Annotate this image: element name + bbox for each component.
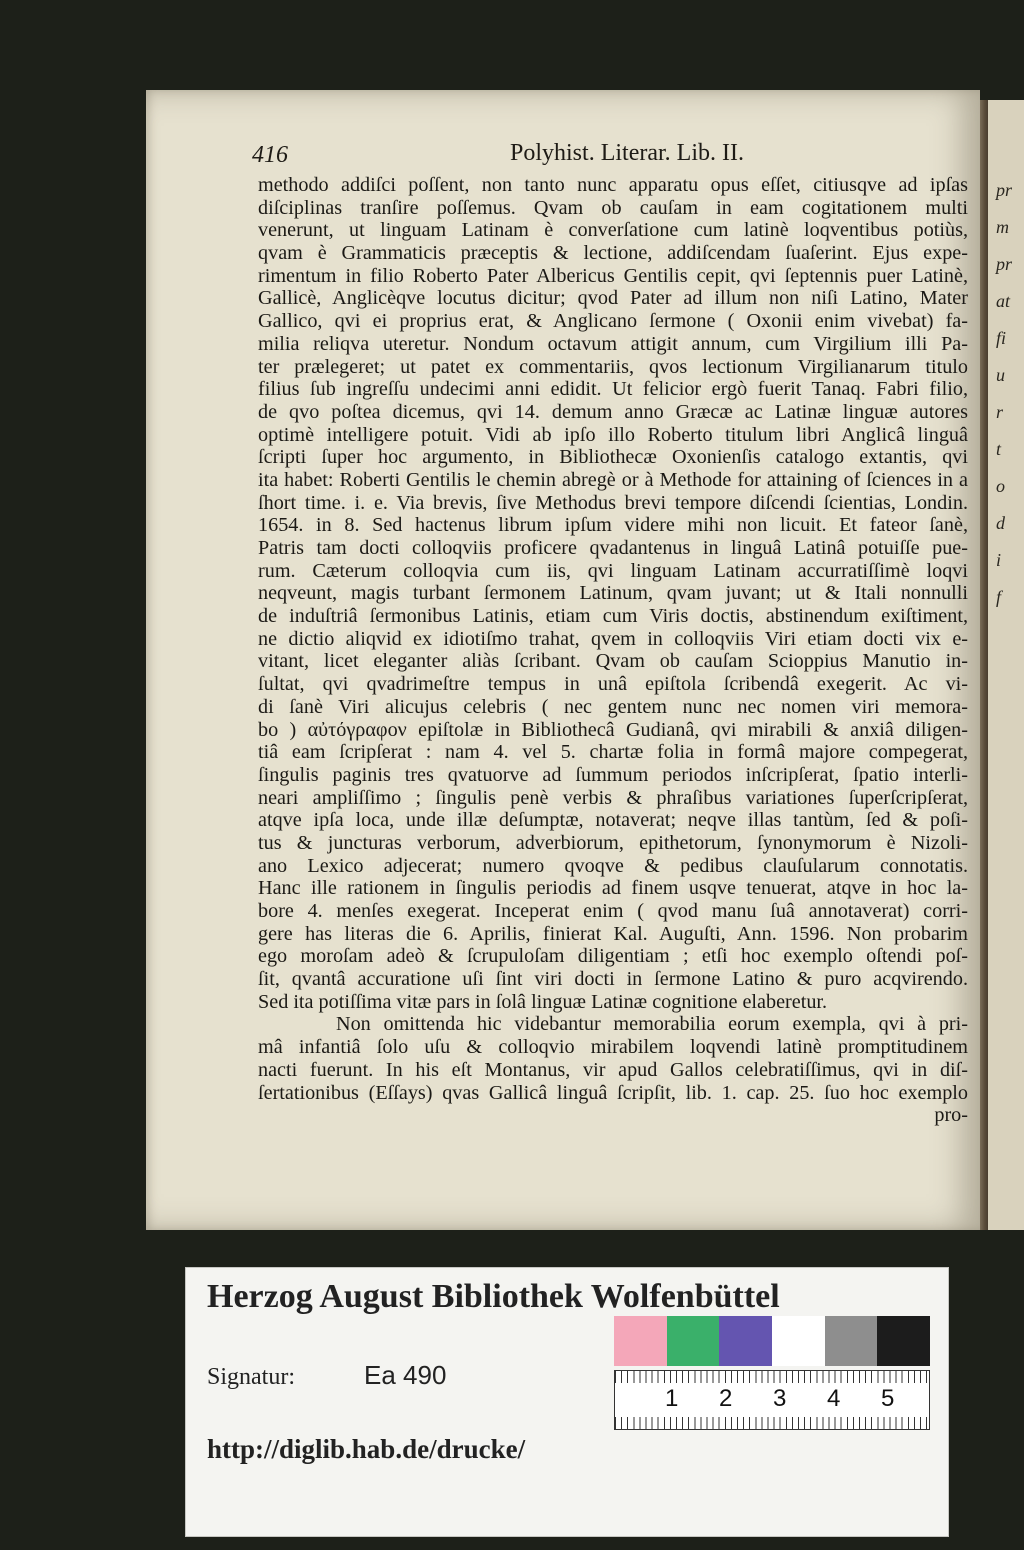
text-line: ter prælegeret; ut patet ex commentariis, qvos lectionum Virgilianarum titulo — [258, 355, 968, 378]
library-label — [185, 1267, 949, 1537]
color-swatch — [719, 1316, 772, 1366]
text-line: Patris tam docti colloqviis proficere qvadantenus in linguâ Latinâ potuiſſe pue- — [258, 537, 968, 559]
text-line: ita habet: Roberti Gentilis le chemin abregè or à Methode for attaining of ſciences in a — [258, 468, 968, 491]
text-line: ſingulis paginis tres qvatuorve ad ſummum periodos inſcripſerat, ſpatio interli- — [258, 763, 968, 786]
next-page-fragment: d — [996, 513, 1005, 533]
next-page-fragment: i — [996, 550, 1002, 570]
next-page-fragment: o — [996, 476, 1005, 496]
text-line: Gallico, qvi ei proprius erat, & Anglicano ſermone ( Oxonii enim vivebat) fa- — [258, 310, 968, 333]
text-line: gere has literas die 6. Aprilis, finierat Kal. Auguſti, Ann. 1596. Non probarim — [258, 922, 968, 945]
running-head — [252, 140, 972, 174]
running-head-title: Polyhist. Literar. Lib. II. — [510, 140, 744, 166]
text-line: rimentum in filio Roberto Pater Albericus Gentilis cepit, qvi ſeptennis puer Latinè, — [258, 264, 968, 287]
text-line: vitant, licet eleganter aliàs ſcribant. Qvam ob cauſam Scioppius Manutio in- — [258, 650, 968, 673]
signatur-value: Ea 490 — [364, 1360, 447, 1390]
next-page-fragment: t — [996, 439, 1002, 459]
text-line: nacti fuerunt. In his eſt Montanus, vir apud Gallos celebratiſſimus, qvi in diſ- — [258, 1058, 968, 1081]
color-swatch — [825, 1316, 878, 1366]
ruler-number: 5 — [881, 1385, 895, 1412]
text-line: ſit, qvantâ accuratione uſi ſint viri docti in ſermone Latino & puro acqvirendo. — [258, 968, 968, 991]
text-line: Gallicè, Anglicèqve locutus dicitur; qvod Pater ad illum non niſi Latino, Mater — [258, 287, 968, 310]
text-line: ſertationibus (Eſſays) qvas Gallicâ linguâ ſcripſit, lib. 1. cap. 25. ſuo hoc exemplo — [258, 1081, 968, 1104]
color-swatch — [877, 1316, 930, 1366]
next-page-fragment: r — [996, 402, 1004, 422]
next-page-fragment: at — [996, 291, 1011, 311]
text-line: qvam è Grammaticis præceptis & lectione, addiſcendam ſuaſerint. Ejus expe- — [258, 242, 968, 265]
scale-ruler — [614, 1370, 930, 1430]
text-line: ego moroſam adeò & ſcrupuloſam diligentiam ; etſi hoc exemplo oſtendi poſ- — [258, 945, 968, 968]
text-line: 1654. in 8. Sed hactenus librum ipſum videre mihi non licuit. Et fateor ſanè, — [258, 514, 968, 537]
color-swatches — [614, 1316, 930, 1366]
text-line: methodo addiſci poſſent, non tanto nunc apparatu opus eſſet, citiusqve ad ipſas — [258, 174, 968, 196]
text-line: di ſanè Viri alicujus celebris ( nec gentem nunc nec nomen viri memora- — [258, 695, 968, 718]
next-page-fragment: fi — [996, 328, 1007, 348]
text-line: ſhort time. i. e. Via brevis, ſive Methodus brevi tempore diſcendi ſcientias, Londin. — [258, 491, 968, 514]
ruler-number: 3 — [773, 1385, 787, 1412]
color-swatch — [614, 1316, 667, 1366]
ruler-ticks-top — [615, 1371, 929, 1383]
text-line: tiâ eam ſcripſerat : nam 4. vel 5. chartæ folia in formâ majore compegerat, — [258, 741, 968, 764]
next-page-fragment: m — [996, 217, 1009, 237]
next-page-edge — [988, 100, 1024, 1230]
next-page-fragment: f — [996, 587, 1002, 607]
text-line: mâ infantiâ ſolo uſu & colloqvio mirabilem loqvendi latinè promptitudinem — [258, 1036, 968, 1059]
text-line: neqveunt, magis turbant ſermonem Latinum, qvam juvant; ut & Itali nonnulli — [258, 582, 968, 605]
text-line: ſcripti ſuper hoc argumento, in Bibliothecæ Oxonienſis catalogo extantis, qvi — [258, 446, 968, 469]
library-url: http://diglib.hab.de/drucke/ — [207, 1434, 526, 1464]
next-page-fragment: pr — [996, 180, 1013, 200]
ruler-number: 1 — [665, 1385, 679, 1412]
color-swatch — [667, 1316, 720, 1366]
text-line: tus & juncturas verborum, adverbiorum, epithetorum, ſynonymorum è Nizoli- — [258, 831, 968, 854]
text-line: milia reliqva uteretur. Nondum octavum attigit annum, cum Virgilium illi Pa- — [258, 332, 968, 355]
text-line: Sed ita potiſſima vitæ pars in ſolâ linguæ Latinæ cognitione elaberetur. — [258, 990, 828, 1013]
text-line: optimè intelligere potuit. Vidi ab ipſo illo Roberto titulum libri Anglicâ linguâ — [258, 423, 968, 446]
body-text — [258, 174, 968, 1127]
text-line: ano Lexico adjecerat; numero qvoqve & pedibus clauſularum connotatis. — [258, 854, 968, 877]
text-line: atqve ipſa loca, unde illæ deſumptæ, notaverat; neqve illas tantùm, ſed & poſi- — [258, 809, 968, 832]
text-line: bore 4. menſes exegerat. Inceperat enim ( qvod manu ſuâ annotaverat) corri- — [258, 900, 968, 922]
text-line: de induſtriâ ſermonibus Latinis, etiam cum Viris doctis, abstinendum exiſtiment, — [258, 605, 968, 628]
text-line: pro- — [934, 1104, 968, 1127]
ruler-ticks-bottom — [615, 1417, 929, 1429]
text-line: de qvo poſtea dicemus, qvi 14. demum anno Græcæ ac Latinæ linguæ autores — [258, 400, 968, 423]
text-line: neari ampliſſimo ; ſingulis penè verbis & phraſibus variationes ſuperſcripſerat, — [258, 786, 968, 809]
next-page-fragment: pr — [996, 254, 1013, 274]
library-name: Herzog August Bibliothek Wolfenbüttel — [207, 1278, 780, 1315]
next-page-fragment: u — [996, 365, 1005, 385]
text-line: Non omittenda hic videbantur memorabilia eorum exempla, qvi à pri- — [336, 1013, 968, 1036]
text-line: rum. Cæterum colloqvia cum iis, qvi linguam Latinam accurratiſſimè loqvi — [258, 559, 968, 582]
text-line: diſciplinas tranſire poſſemus. Qvam ob cauſam in eam cogitationem multi — [258, 196, 968, 219]
text-line: ſultat, qvi qvadrimeſtre tempus in unâ epiſtola ſcribendâ exegerit. Ac vi- — [258, 673, 968, 696]
text-line: bo ) αὐτόγραφον epiſtolæ in Bibliothecâ Gudianâ, qvi mirabili & anxiâ diligen- — [258, 718, 968, 741]
page-number: 416 — [252, 142, 288, 168]
ruler-number: 2 — [719, 1385, 733, 1412]
text-line: venerunt, ut linguam Latinam è converſatione cum latinè loqventibus potiùs, — [258, 219, 968, 242]
ruler-number: 4 — [827, 1385, 841, 1412]
text-line: filius ſub ingreſſu undecimi anni edidit. Ut felicior ergò fuerit Tanaq. Fabri filio, — [258, 378, 968, 401]
text-line: Hanc ille rationem in ſingulis periodis ad finem usqve tenuerat, atqve in hoc la- — [258, 877, 968, 900]
color-swatch — [772, 1316, 825, 1366]
signatur-label: Signatur: — [207, 1364, 295, 1390]
text-line: ne dictio aliqvid ex idiotiſmo trahat, qvem in colloqviis Viri etiam docti vix e- — [258, 627, 968, 650]
